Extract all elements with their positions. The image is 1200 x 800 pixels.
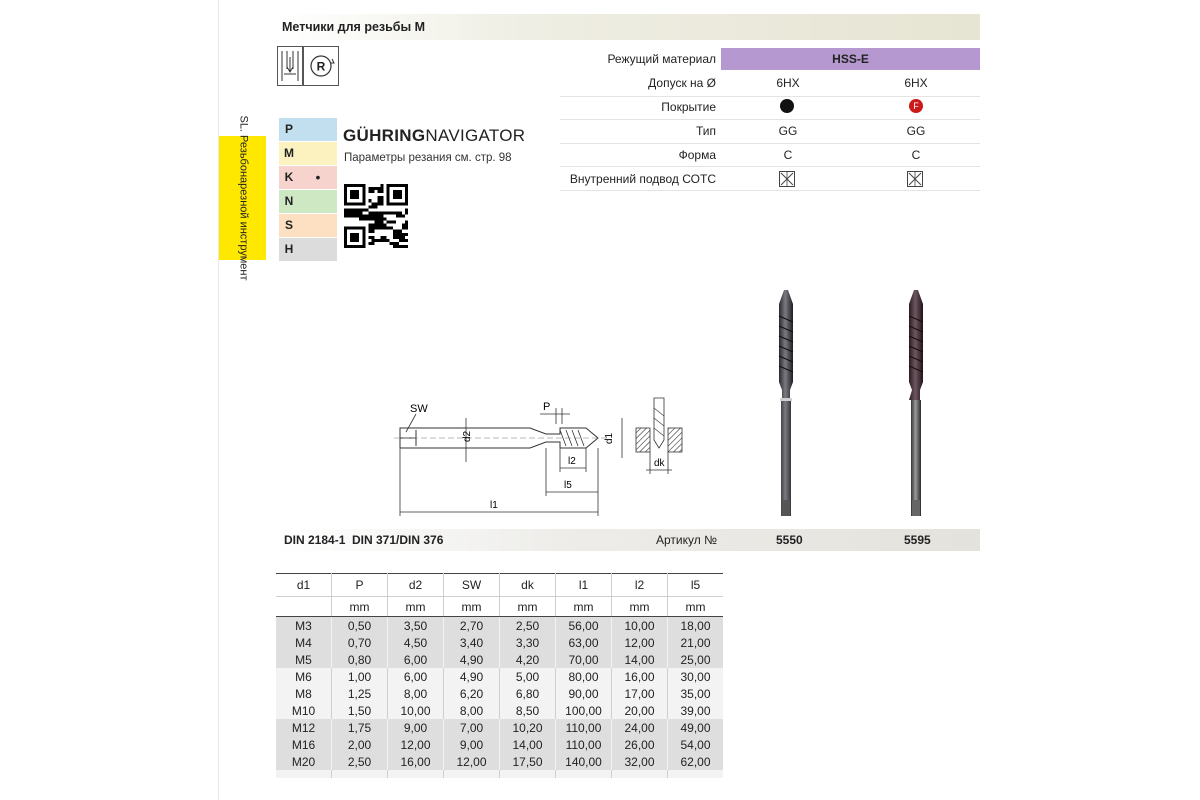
material-group-mark (299, 118, 337, 141)
table-cell (500, 770, 556, 778)
l1-label: l1 (490, 500, 498, 511)
material-group-h (279, 238, 337, 262)
type-value-1: GG (778, 124, 798, 138)
material-group-letter: H (279, 238, 299, 261)
cutting-params-note: Параметры резания см. стр. 98 (344, 152, 512, 164)
table-cell: 63,00 (556, 634, 612, 651)
table-cell: 110,00 (556, 719, 612, 736)
d1-label: d1 (604, 432, 615, 444)
table-cell: 56,00 (556, 617, 612, 635)
form-value-1: C (783, 148, 793, 162)
table-cell: 1,50 (332, 702, 388, 719)
table-row (276, 634, 723, 651)
material-group-p (279, 118, 337, 142)
d2-label: d2 (462, 430, 473, 442)
l5-label: l5 (564, 480, 572, 491)
tolerance-value-1: 6HX (776, 76, 800, 90)
material-group-s (279, 214, 337, 238)
material-group-letter: N (279, 190, 299, 213)
tap-image-5550 (766, 286, 806, 522)
table-cell: M6 (276, 668, 332, 685)
table-cell: 17,50 (500, 753, 556, 770)
table-cell: dk (500, 574, 556, 597)
article-label: Артикул № (656, 533, 717, 547)
section-title: Метчики для резьбы M (276, 14, 980, 40)
table-cell (556, 770, 612, 778)
table-cell: 140,00 (556, 753, 612, 770)
table-units-row (276, 597, 723, 617)
right-hand-icon (303, 46, 339, 86)
coolant-label: Внутренний подвод СОТС (569, 172, 716, 186)
divider (560, 166, 980, 167)
table-cell: 35,00 (668, 685, 724, 702)
table-cell: 14,00 (500, 736, 556, 753)
material-group-mark (299, 238, 337, 261)
table-cell: 4,50 (388, 634, 444, 651)
table-cell: 10,20 (500, 719, 556, 736)
table-cell: 32,00 (612, 753, 668, 770)
table-cell (444, 770, 500, 778)
table-cell: 25,00 (668, 651, 724, 668)
article-number-1: 5550 (776, 533, 803, 547)
table-cell: mm (444, 597, 500, 617)
table-cell: mm (388, 597, 444, 617)
table-cell: mm (556, 597, 612, 617)
material-group-mark (299, 214, 337, 237)
material-group-mark (299, 190, 337, 213)
material-group-letter: M (279, 142, 299, 165)
cutting-material-value: HSS-E (721, 48, 980, 70)
table-cell: 110,00 (556, 736, 612, 753)
cutting-material-label: Режущий материал (607, 52, 716, 66)
table-cell: M4 (276, 634, 332, 651)
table-header-row (276, 574, 723, 597)
table-cell: M5 (276, 651, 332, 668)
chapter-side-tab (219, 115, 266, 281)
type-value-2: GG (906, 124, 926, 138)
material-group-k (279, 166, 337, 190)
table-cell: 24,00 (612, 719, 668, 736)
table-cell: M3 (276, 617, 332, 635)
l2-label: l2 (568, 456, 576, 467)
table-cell: 8,50 (500, 702, 556, 719)
tap-image-5595 (896, 286, 936, 522)
coating-label: Покрытие (661, 100, 716, 114)
table-cell: 2,50 (332, 753, 388, 770)
tolerance-value-2: 6HX (904, 76, 928, 90)
table-cell: 18,00 (668, 617, 724, 635)
table-cell: 8,00 (444, 702, 500, 719)
table-cell: 1,25 (332, 685, 388, 702)
table-cell (668, 770, 724, 778)
table-cell: 80,00 (556, 668, 612, 685)
page-margin-line (218, 0, 219, 800)
guhring-navigator-logo: GÜHRINGNAVIGATOR (343, 126, 526, 145)
table-cell: 21,00 (668, 634, 724, 651)
table-cell: M8 (276, 685, 332, 702)
table-cell: d1 (276, 574, 332, 597)
table-cell: 6,00 (388, 651, 444, 668)
coating-dot-icon (780, 99, 794, 113)
table-cell: M20 (276, 753, 332, 770)
table-cell (612, 770, 668, 778)
table-cell (332, 770, 388, 778)
table-cell: 6,20 (444, 685, 500, 702)
table-cell (388, 770, 444, 778)
table-cell: 100,00 (556, 702, 612, 719)
divider (560, 96, 980, 97)
table-cell: 6,00 (388, 668, 444, 685)
table-row (276, 668, 723, 685)
table-row (276, 719, 723, 736)
dimensions-table (276, 573, 723, 778)
table-cell: 2,50 (500, 617, 556, 635)
table-cell: 20,00 (612, 702, 668, 719)
table-cell: 3,50 (388, 617, 444, 635)
table-cell: 3,30 (500, 634, 556, 651)
table-cell: 90,00 (556, 685, 612, 702)
type-label: Тип (695, 124, 716, 138)
table-cell: 6,80 (500, 685, 556, 702)
table-row (276, 753, 723, 770)
table-cell: mm (332, 597, 388, 617)
table-cell: SW (444, 574, 500, 597)
divider (560, 143, 980, 144)
table-cell: M10 (276, 702, 332, 719)
table-cell: 10,00 (612, 617, 668, 635)
table-cell: 16,00 (388, 753, 444, 770)
table-cell: 4,20 (500, 651, 556, 668)
article-number-2: 5595 (904, 533, 931, 547)
table-cell: 39,00 (668, 702, 724, 719)
table-cell: 70,00 (556, 651, 612, 668)
table-cell: 3,40 (444, 634, 500, 651)
table-cell: 12,00 (444, 753, 500, 770)
material-group-letter: K (279, 166, 299, 189)
no-coolant-icon (779, 171, 795, 192)
table-cell: 62,00 (668, 753, 724, 770)
p-label: P (543, 401, 551, 413)
table-cell: 9,00 (388, 719, 444, 736)
table-cell: 4,90 (444, 651, 500, 668)
table-row (276, 770, 723, 778)
table-cell: 5,00 (500, 668, 556, 685)
table-cell (276, 597, 332, 617)
table-cell: 17,00 (612, 685, 668, 702)
coating-f-icon: F (909, 99, 923, 113)
qr-code-icon (344, 184, 408, 248)
chapter-side-tab-label: SL. Резьбонарезной инструмент (237, 115, 249, 281)
table-cell: 9,00 (444, 736, 500, 753)
form-label: Форма (678, 148, 716, 162)
dk-label: dk (654, 458, 665, 469)
din-standard-2: DIN 371/DIN 376 (352, 533, 444, 547)
table-cell: mm (612, 597, 668, 617)
table-cell: l1 (556, 574, 612, 597)
table-cell: mm (668, 597, 724, 617)
table-row (276, 736, 723, 753)
table-cell: 7,00 (444, 719, 500, 736)
material-group-m (279, 142, 337, 166)
table-cell: d2 (388, 574, 444, 597)
table-cell: 4,90 (444, 668, 500, 685)
table-row (276, 617, 723, 635)
table-cell: 54,00 (668, 736, 724, 753)
table-cell: 16,00 (612, 668, 668, 685)
table-row (276, 651, 723, 668)
sw-label: SW (410, 403, 428, 415)
thread-depth-icon (277, 46, 303, 86)
table-cell: M16 (276, 736, 332, 753)
table-cell: 12,00 (388, 736, 444, 753)
material-group-letter: P (279, 118, 299, 141)
table-cell: 12,00 (612, 634, 668, 651)
table-cell: 2,00 (332, 736, 388, 753)
table-cell: 8,00 (388, 685, 444, 702)
table-cell: P (332, 574, 388, 597)
table-cell: 2,70 (444, 617, 500, 635)
table-cell: 26,00 (612, 736, 668, 753)
material-group-table (279, 118, 337, 262)
table-cell: mm (500, 597, 556, 617)
table-cell: 1,00 (332, 668, 388, 685)
no-coolant-icon (907, 171, 923, 192)
din-standard-1: DIN 2184-1 (284, 533, 346, 547)
table-cell: 0,70 (332, 634, 388, 651)
right-hand-letter: R (316, 59, 326, 74)
material-group-n (279, 190, 337, 214)
table-cell: 14,00 (612, 651, 668, 668)
table-row (276, 685, 723, 702)
table-cell: 30,00 (668, 668, 724, 685)
table-cell (276, 770, 332, 778)
table-cell: 0,50 (332, 617, 388, 635)
din-standard-bar (276, 529, 980, 551)
tolerance-label: Допуск на Ø (648, 76, 716, 90)
material-group-letter: S (279, 214, 299, 237)
material-group-mark: • (299, 166, 337, 189)
form-value-2: C (911, 148, 921, 162)
table-cell: 49,00 (668, 719, 724, 736)
table-row (276, 702, 723, 719)
table-cell: l2 (612, 574, 668, 597)
divider (560, 119, 980, 120)
table-cell: 1,75 (332, 719, 388, 736)
table-cell: l5 (668, 574, 724, 597)
material-group-mark (299, 142, 337, 165)
table-cell: 0,80 (332, 651, 388, 668)
tap-dimension-drawing (390, 390, 700, 520)
table-cell: M12 (276, 719, 332, 736)
table-cell: 10,00 (388, 702, 444, 719)
